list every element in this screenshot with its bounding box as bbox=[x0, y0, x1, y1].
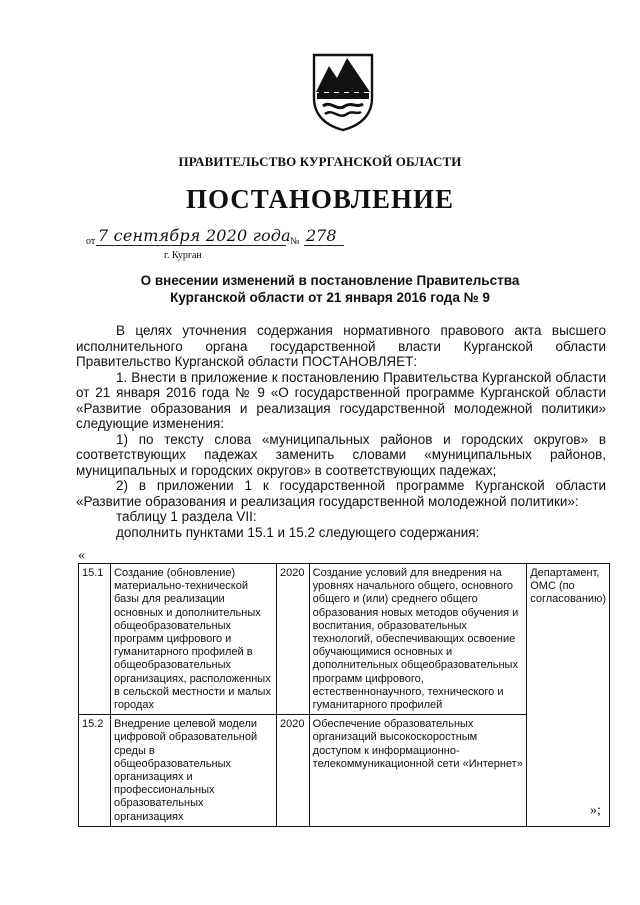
executor-cell: Департамент, ОМС (по согласованию) bbox=[527, 564, 610, 827]
paragraph-item-1: 1. Внести в приложение к постановлению Правительства Курганской области от 21 января 2016 года № 9 «О государственной программе Курганской области «Развитие образования и реализация государственной молодежной политики» следующие изменения: bbox=[76, 369, 606, 431]
result-cell: Обеспечение образовательных организаций высокоскоростным доступом к информационно-телекоммуникационной сети «Интернет» bbox=[309, 715, 527, 827]
organization-name: ПРАВИТЕЛЬСТВО КУРГАНСКОЙ ОБЛАСТИ bbox=[178, 154, 462, 169]
measure-cell: Внедрение целевой модели цифровой образовательной среды в общеобразовательных организациях и профессиональных образовательных организациях bbox=[111, 715, 277, 827]
number-underline bbox=[304, 245, 344, 246]
date-prefix: от bbox=[86, 236, 96, 247]
handwritten-number: 278 bbox=[306, 226, 337, 245]
document-subject bbox=[110, 272, 550, 306]
paragraph-table-ref: таблицу 1 раздела VII: bbox=[116, 509, 257, 524]
year-cell: 2020 bbox=[277, 715, 310, 827]
subject-line-2: Курганской области от 21 января 2016 года № 9 bbox=[170, 290, 490, 305]
number-label: № bbox=[290, 236, 300, 247]
paragraph-preamble: В целях уточнения содержания нормативного правового акта высшего исполнительного органа государственной власти Курганской области Правительство Курганской области ПОСТАНОВЛЯЕТ: bbox=[76, 323, 606, 369]
table-row bbox=[79, 564, 610, 715]
row-number: 15.2 bbox=[79, 715, 111, 827]
city-label: г. Курган bbox=[164, 250, 202, 261]
handwritten-date: 7 сентября 2020 года bbox=[98, 226, 291, 245]
document-type-title: ПОСТАНОВЛЕНИЕ bbox=[185, 184, 455, 214]
year-cell: 2020 bbox=[277, 564, 310, 715]
measure-cell: Создание (обновление) материально-технической базы для реализации основных и дополнительных общеобразовательных программ цифрового и гуманитарного профилей в общеобразовательных организациях, расположенных в сельской местности и малых городах bbox=[111, 564, 277, 715]
date-number-line bbox=[80, 228, 420, 268]
result-cell: Создание условий для внедрения на уровнях начального общего, основного общего и (или) среднего общего образования новых методов обучения и воспитания, образовательных технологий, обеспечивающих освоение обучающимися основных и дополнительных общеобразовательных программ цифрового, естественнонаучного, технического и гуманитарного профилей bbox=[309, 564, 527, 715]
opening-quote: « bbox=[78, 548, 85, 563]
paragraph-subitem-1: 1) по тексту слова «муниципальных районов и городских округов» в соответствующих падежах заменить словами «муниципальных районов, муниципальных и городских округов» в соответствующих падежах; bbox=[76, 431, 606, 478]
document-body bbox=[76, 323, 606, 540]
paragraph-subitem-2: 2) в приложении 1 к государственной программе Курганской области «Развитие образования и реализация государственной молодежной политики»: bbox=[76, 478, 606, 509]
closing-quote: »; bbox=[590, 803, 601, 818]
subject-line-1: О внесении изменений в постановление Правительства bbox=[140, 273, 520, 288]
row-number: 15.1 bbox=[79, 564, 111, 715]
date-underline bbox=[96, 245, 286, 246]
kurgan-coat-of-arms-icon bbox=[311, 52, 375, 132]
amendment-table bbox=[78, 563, 610, 827]
paragraph-add-points: дополнить пунктами 15.1 и 15.2 следующего содержания: bbox=[116, 524, 480, 540]
